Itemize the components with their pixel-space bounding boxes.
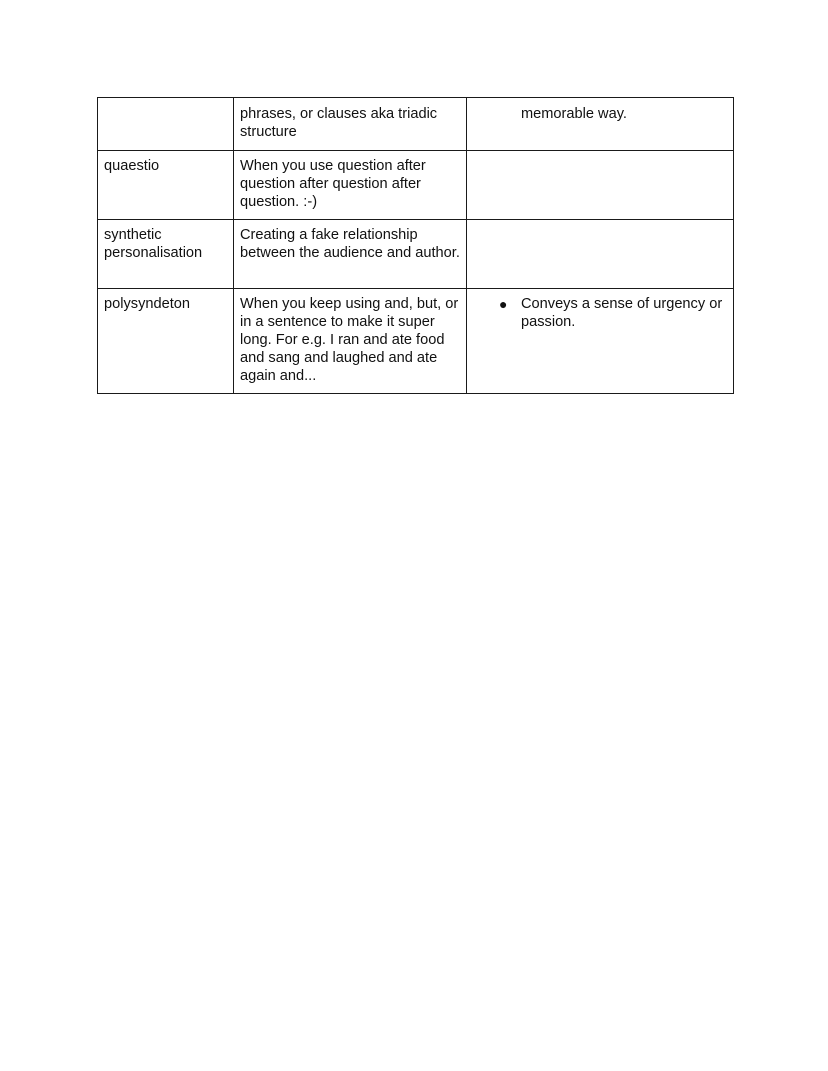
list-item bbox=[473, 295, 727, 331]
table-row bbox=[98, 289, 734, 394]
term-cell: synthetic personalisation bbox=[98, 220, 234, 289]
term-cell bbox=[98, 98, 234, 151]
definition-cell: When you use question after question after question after question. :-) bbox=[234, 151, 467, 220]
effect-continuation-text: memorable way. bbox=[521, 106, 627, 122]
definition-cell: Creating a fake relationship between the audience and author. bbox=[234, 220, 467, 289]
bullet-icon: ● bbox=[499, 296, 508, 312]
language-techniques-table bbox=[97, 97, 734, 394]
effect-cell bbox=[467, 220, 734, 289]
term-cell: quaestio bbox=[98, 151, 234, 220]
effects-list bbox=[473, 295, 727, 331]
table-row bbox=[98, 98, 734, 151]
effect-cell bbox=[467, 289, 734, 394]
term-cell: polysyndeton bbox=[98, 289, 234, 394]
table-row bbox=[98, 220, 734, 289]
effect-cell bbox=[467, 98, 734, 151]
effect-text: Conveys a sense of urgency or passion. bbox=[521, 296, 723, 330]
definition-cell: When you keep using and, but, or in a sentence to make it super long. For e.g. I ran and ate food and sang and laughed and ate again and... bbox=[234, 289, 467, 394]
table-row bbox=[98, 151, 734, 220]
effect-cell bbox=[467, 151, 734, 220]
definition-cell: phrases, or clauses aka triadic structure bbox=[234, 98, 467, 151]
